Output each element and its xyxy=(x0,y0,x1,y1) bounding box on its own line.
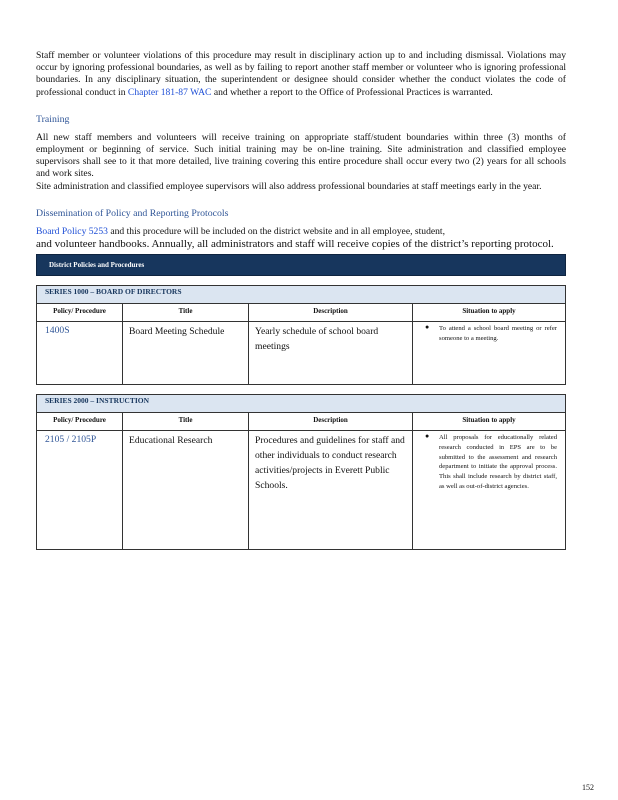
policy-code[interactable]: 1400S xyxy=(37,322,123,385)
situation-text: All proposals for educationally related research conducted in EPS are to be submitted to the assessment and research department to initiate the approval process. This shall include research by district staff, as well as out-of-district agencies. xyxy=(439,434,557,491)
series-1000-table xyxy=(36,285,566,385)
training-heading: Training xyxy=(36,113,70,125)
situation-text: To attend a school board meeting or refer someone to a meeting. xyxy=(439,325,557,342)
violations-text-end: and whether a report to the Office of Professional Practices is warranted. xyxy=(211,86,493,98)
table-row xyxy=(37,431,566,550)
policy-title: Educational Research xyxy=(123,431,249,550)
training-paragraph-2: Site administration and classified employee supervisors will also address professional boundaries at staff meetings early in the year. xyxy=(36,180,542,192)
document-page xyxy=(36,50,566,550)
series-title: SERIES 2000 – INSTRUCTION xyxy=(37,395,566,413)
policies-banner: District Policies and Procedures xyxy=(36,254,566,276)
dissemination-paragraph xyxy=(36,226,566,238)
policy-description: Yearly schedule of school board meetings xyxy=(249,322,413,385)
series-2000-table xyxy=(36,394,566,550)
col-title-header: Title xyxy=(123,413,249,431)
col-situation-header: Situation to apply xyxy=(413,304,566,322)
bullet-icon: ● xyxy=(425,323,430,332)
policy-title: Board Meeting Schedule xyxy=(123,322,249,385)
dissemination-heading: Dissemination of Policy and Reporting Protocols xyxy=(36,207,229,219)
table-row xyxy=(37,322,566,385)
violations-paragraph xyxy=(36,50,566,99)
training-paragraph: All new staff members and volunteers will receive training on appropriate staff/student boundaries within three (3) months of employment or beginning of service. Such initial training may be on-line training. Site administration and classified employee supervisors shall see to it that more detailed, live training covering this entire procedure shall occur every two (2) years for all schools and work sites. xyxy=(36,131,566,180)
dissemination-paragraph-2: and volunteer handbooks. Annually, all administrators and staff will receive copies of the district’s reporting protocol. xyxy=(36,238,554,251)
col-description-header: Description xyxy=(249,304,413,322)
series-title: SERIES 1000 – BOARD OF DIRECTORS xyxy=(37,286,566,304)
policy-situation xyxy=(413,431,566,550)
col-situation-header: Situation to apply xyxy=(413,413,566,431)
col-policy-header: Policy/ Procedure xyxy=(37,413,123,431)
wac-chapter-link[interactable]: Chapter 181-87 WAC xyxy=(127,86,212,98)
col-policy-header: Policy/ Procedure xyxy=(37,304,123,322)
col-description-header: Description xyxy=(249,413,413,431)
dissemination-text: and this procedure will be included on the district website and in all employee, student, xyxy=(107,225,445,237)
bullet-icon: ● xyxy=(425,432,430,441)
violations-text: Staff member or volunteer violations of this procedure may result in disciplinary action up to and including dismissal. Violations may occur by ignoring professional boundaries, as well as by failing to report another staff member or volunteer who is ignoring professional boundaries. In any disciplinary situation, the superintendent or designee should consider whether the conduct violates the code of professional conduct in xyxy=(36,50,566,98)
policy-situation xyxy=(413,322,566,385)
page-number: 152 xyxy=(582,783,594,792)
policy-code[interactable]: 2105 / 2105P xyxy=(37,431,123,550)
board-policy-link[interactable]: Board Policy 5253 xyxy=(36,225,108,237)
policy-description: Procedures and guidelines for staff and other individuals to conduct research activities/projects in Everett Public Schools. xyxy=(249,431,413,550)
col-title-header: Title xyxy=(123,304,249,322)
